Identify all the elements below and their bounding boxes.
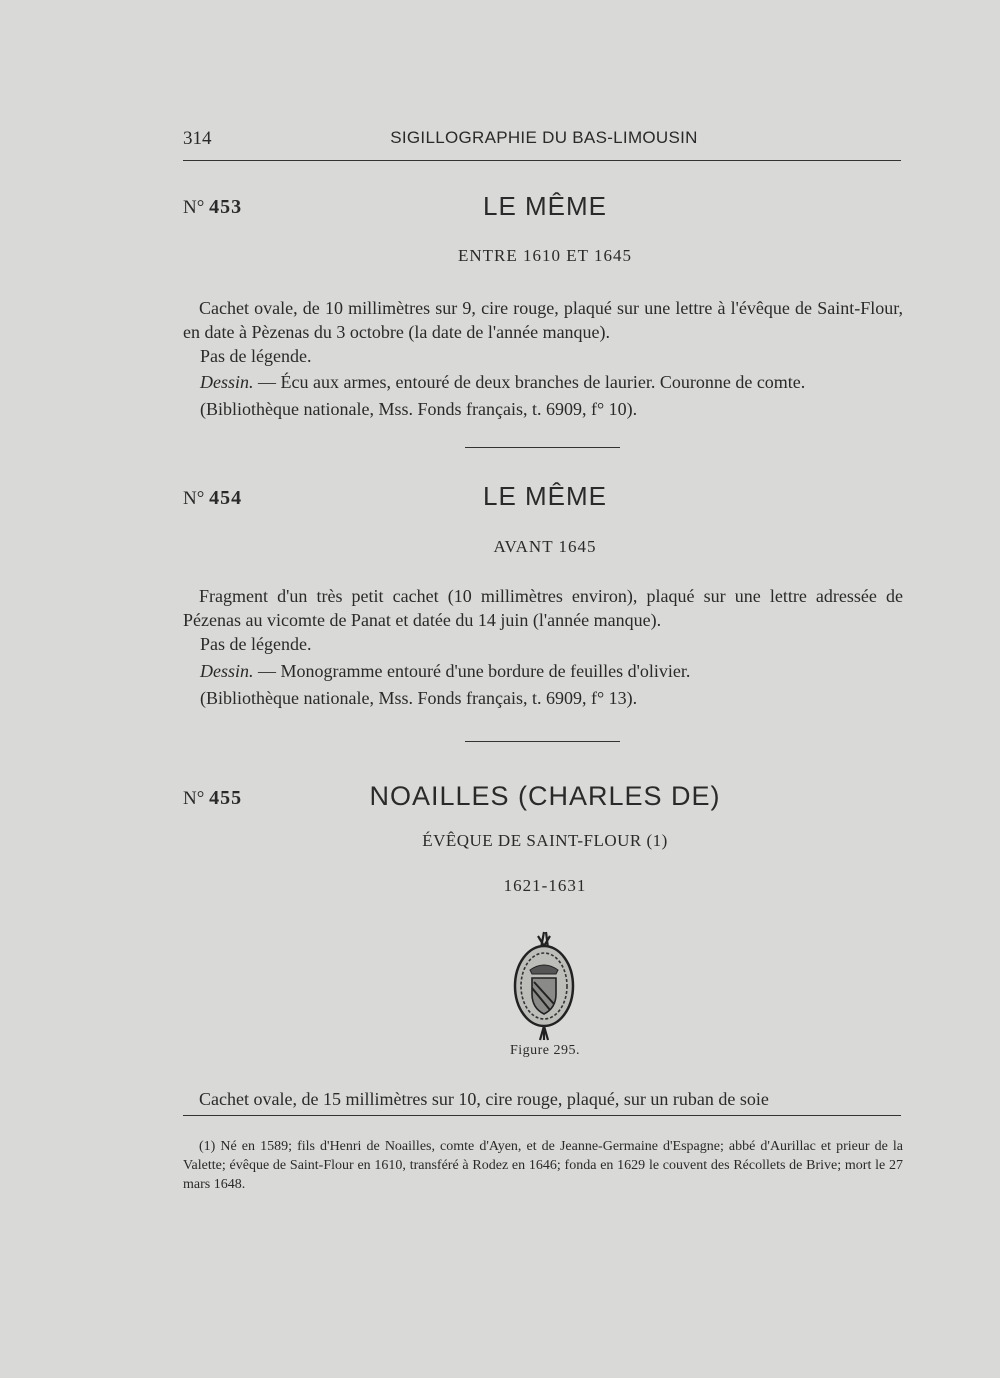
entry-legend: Pas de légende. <box>200 634 312 654</box>
footnote: (1) Né en 1589; fils d'Henri de Noailles, comte d'Ayen, et de Jeanne-Germaine d'Espagne; abbé d'Aurillac et prieur de la Valette; évêque de Saint-Flour en 1610, transféré à Rodez en 1646; fonda en 1629 le couvent des Récollets de Brive; mort le 27 mars 1648. <box>183 1139 903 1192</box>
entry-title: NOAILLES (CHARLES DE) <box>369 781 721 811</box>
figure-caption: Figure 295. <box>509 1043 581 1058</box>
drawing-label: Dessin. <box>200 372 254 392</box>
entry-number-prefix: N° <box>183 788 205 809</box>
drawing-text: — Écu aux armes, entouré de deux branches de laurier. Couronne de comte. <box>253 372 806 392</box>
entry-date: 1621-1631 <box>503 876 587 895</box>
entry-number-prefix: N° <box>183 488 205 509</box>
entry-paragraph: Cachet ovale, de 10 millimètres sur 9, cire rouge, plaqué sur une lettre à l'évêque de Saint-Flour, en date à Pèzenas du 3 octobre (la date de l'année manque). <box>183 298 903 342</box>
entry-title: LE MÊME <box>482 481 608 511</box>
entry-date: AVANT 1645 <box>493 537 597 556</box>
page-number: 314 <box>183 128 212 149</box>
entry-source: (Bibliothèque nationale, Mss. Fonds français, t. 6909, f° 13). <box>200 688 638 708</box>
entry-number-value: 453 <box>209 196 243 218</box>
entry-number <box>183 196 242 219</box>
drawing-label: Dessin. <box>200 661 254 681</box>
drawing-text: — Monogramme entouré d'une bordure de feuilles d'olivier. <box>253 661 691 681</box>
entry-number-prefix: N° <box>183 197 205 218</box>
running-title: SIGILLOGRAPHIE DU BAS-LIMOUSIN <box>390 128 698 147</box>
entry-paragraph: Fragment d'un très petit cachet (10 millimètres environ), plaqué sur une lettre adressée de Pézenas au vicomte de Panat et datée du 14 juin (l'année manque). <box>183 586 903 630</box>
entry-drawing <box>200 659 690 683</box>
section-separator <box>465 447 620 448</box>
seal-figure <box>508 930 580 1042</box>
entry-subtitle: ÉVÊQUE DE SAINT-FLOUR (1) <box>422 831 668 850</box>
entry-number-value: 455 <box>209 787 243 809</box>
entry-paragraph: Cachet ovale, de 15 millimètres sur 10, cire rouge, plaqué, sur un ruban de soie <box>199 1089 769 1109</box>
entry-title: LE MÊME <box>482 191 608 221</box>
section-separator <box>465 741 620 742</box>
entry-legend: Pas de légende. <box>200 346 312 366</box>
entry-date: ENTRE 1610 ET 1645 <box>458 246 632 265</box>
entry-number <box>183 487 242 510</box>
entry-source: (Bibliothèque nationale, Mss. Fonds français, t. 6909, f° 10). <box>200 399 638 419</box>
header-rule <box>183 160 901 161</box>
footnote-rule <box>183 1115 901 1116</box>
entry-number-value: 454 <box>209 487 243 509</box>
entry-number <box>183 787 242 810</box>
entry-drawing <box>200 370 805 394</box>
